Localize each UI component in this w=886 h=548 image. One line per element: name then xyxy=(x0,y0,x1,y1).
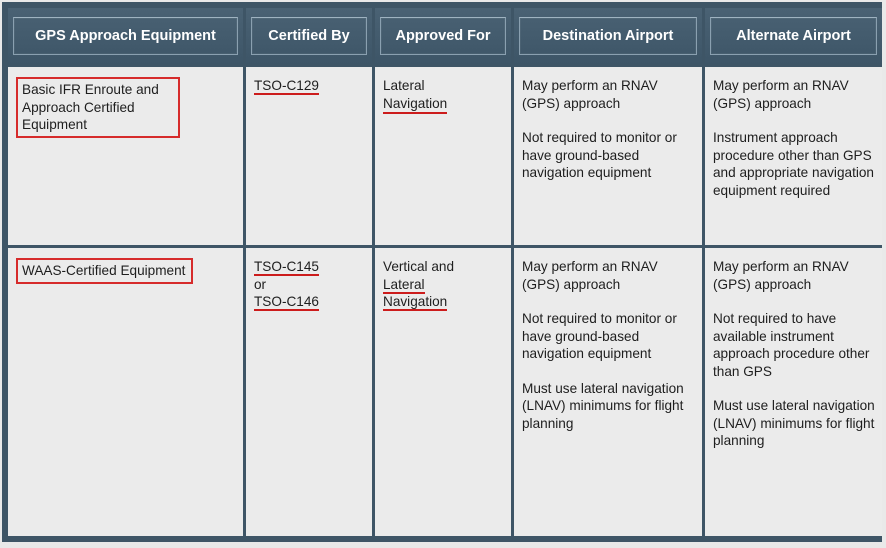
header-row xyxy=(8,8,882,64)
gps-approach-table-frame xyxy=(2,2,882,542)
cell-certified-by xyxy=(246,67,372,245)
alternate-note: Not required to have available instrument approach procedure other than GPS xyxy=(713,311,870,379)
approval-label: Lateral Navigation xyxy=(383,77,447,114)
cell-approved-for xyxy=(375,248,511,536)
alternate-note: Must use lateral navigation (LNAV) minimums for flight planning xyxy=(713,398,875,448)
destination-note: Must use lateral navigation (LNAV) minimums for flight planning xyxy=(522,380,684,431)
header-approved-for: Approved For xyxy=(375,8,511,64)
certification-label: TSO-C146 xyxy=(254,294,319,309)
alternate-note: May perform an RNAV (GPS) approach xyxy=(713,78,849,111)
approval-label: Vertical and xyxy=(383,259,455,274)
destination-note: Not required to monitor or have ground-based navigation equipment xyxy=(522,130,677,180)
cell-approved-for xyxy=(375,67,511,245)
destination-note: Not required to monitor or have ground-based navigation equipment xyxy=(522,311,677,361)
destination-note: May perform an RNAV (GPS) approach xyxy=(522,78,658,111)
approval-label: Navigation xyxy=(383,294,448,309)
cell-certified-by xyxy=(246,248,372,536)
highlight-box: Basic IFR Enroute and Approach Certified Equipment xyxy=(16,77,180,138)
table-row xyxy=(8,67,882,245)
cell-alternate xyxy=(705,248,882,536)
header-alternate-airport: Alternate Airport xyxy=(705,8,882,64)
header-destination-airport: Destination Airport xyxy=(514,8,702,64)
certification-or: or xyxy=(254,276,267,292)
cell-destination xyxy=(514,67,702,245)
certification-label: TSO-C129 xyxy=(254,78,319,93)
approval-label: Lateral xyxy=(383,276,425,292)
alternate-note: Instrument approach procedure other than GPS and appropriate navigation equipment required xyxy=(713,130,874,198)
cell-equipment xyxy=(8,67,243,245)
alternate-note: May perform an RNAV (GPS) approach xyxy=(713,259,849,292)
destination-note: May perform an RNAV (GPS) approach xyxy=(522,259,658,292)
highlight-box: WAAS-Certified Equipment xyxy=(16,258,193,284)
cell-alternate xyxy=(705,67,882,245)
table-row xyxy=(8,248,882,536)
header-equipment: GPS Approach Equipment xyxy=(8,8,243,64)
header-certified-by: Certified By xyxy=(246,8,372,64)
certification-label: TSO-C145 xyxy=(254,259,319,274)
gps-approach-table xyxy=(5,5,885,539)
cell-destination xyxy=(514,248,702,536)
cell-equipment xyxy=(8,248,243,536)
